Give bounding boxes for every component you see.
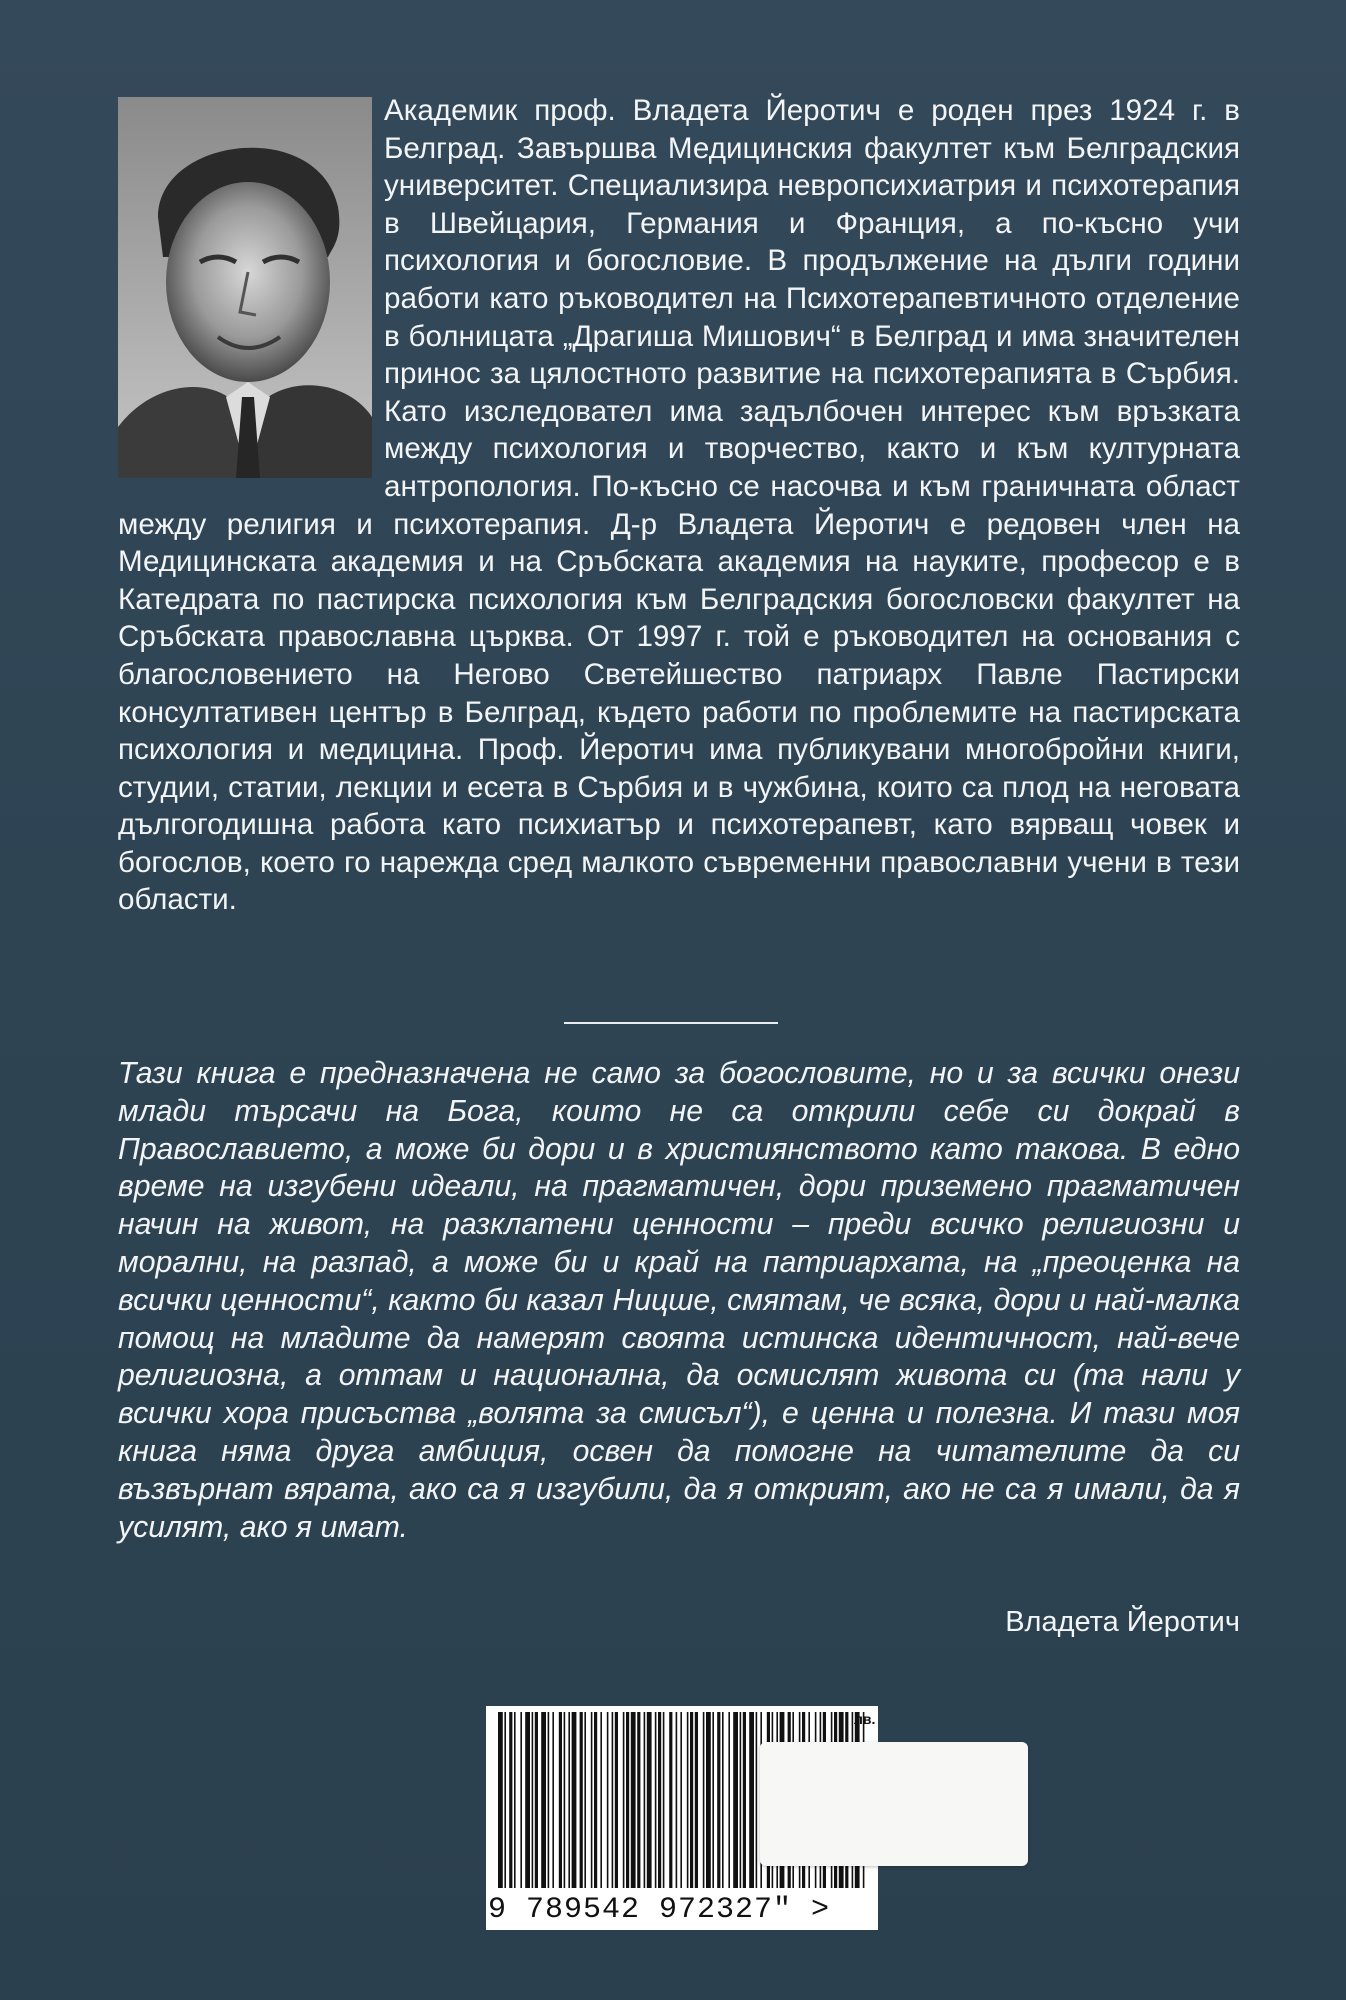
- quote-author-signature: Владета Йеротич: [1005, 1606, 1240, 1638]
- book-description-quote: Тази книга е предназначена не само за богословите, но и за всички онези млади търсачи на Бога, които не са открили себе си докрай в Православието, а може би дори и в християнството като такова. В едно време на изгубени идеали, на прагматичен, дори приземено прагматичен начин на живот, на разклатени ценности – преди всичко религиозни и морални, на разпад, а може би и край на патриархата, на „преоценка на всички ценности“, както би казал Ницше, смятам, че всяка, дори и най-малка помощ на младите да намерят своята истинска идентичност, най-вече религиозна, а оттам и национална, да осмислят живота си (та нали у всички хора присъства „волята за смисъл“), е ценна и полезна. И тази моя книга няма друга амбиция, освен да помогне на читателите да си възвърнат вярата, ако са я изгубили, да я открият, ако не са я имали, да я усилят, ако я имат.: [118, 1057, 1240, 1544]
- barcode-bar: [552, 1712, 554, 1888]
- section-divider: [564, 1022, 778, 1024]
- barcode-bar: [647, 1712, 652, 1888]
- author-biography: [118, 92, 1240, 919]
- barcode-bar: [568, 1712, 570, 1888]
- barcode-bar: [607, 1712, 609, 1888]
- barcode-bar: [743, 1712, 746, 1888]
- barcode-bar: [669, 1712, 672, 1888]
- barcode-bar: [525, 1712, 530, 1888]
- barcode-bar: [535, 1712, 538, 1888]
- barcode-bar: [564, 1712, 566, 1888]
- barcode-bar: [676, 1712, 678, 1888]
- barcode-bar: [703, 1712, 705, 1888]
- barcode-bar: [631, 1712, 636, 1888]
- barcode-bar: [504, 1712, 506, 1888]
- barcode-bar: [690, 1712, 693, 1888]
- barcode-bar: [509, 1712, 512, 1888]
- barcode-bar: [706, 1712, 711, 1888]
- barcode-bar: [559, 1712, 562, 1888]
- barcode-bar: [644, 1712, 646, 1888]
- barcode-bar: [749, 1712, 754, 1888]
- barcode-bar: [756, 1712, 758, 1888]
- portrait-space: [118, 92, 384, 487]
- biography-text: Академик проф. Владета Йеротич е роден през 1924 г. в Белград. Завършва Медицинския факултет към Белградския университет. Специализира невропсихиатрия и психотерапия в Швейцария, Германия и Франция, а по-късно учи психология и богословие. В продължение на дълги години работи като ръководител на Психотерапевтичното отделение в болницата „Драгиша Мишович“ в Белград и има значителен принос за цялостното развитие на психотерапията в Сърбия. Като изследовател има задълбочен интерес към връзката между психология и творчество, както и към културната антропология. По-късно се насочва и към граничната област между религия и психотерапия. Д-р Владета Йеротич е редовен член на Медицинската академия и на Сръбската академия на науките, професор е в Катедрата по пастирска психология към Белградския богословски факултет на Сръбската православна църква. От 1997 г. той е ръководител на основания с благословението на Негово Светейшество патриарх Павле Пастирски консултативен център в Белград, където работи по проблемите на пастирската психология и медицина. Проф. Йеротич има публикувани многобройни книги, студии, статии, лекции и есета в Сърбия и в чужбина, които са плод на неговата дългогодишна работа като психиатър и психотерапевт, като вярващ човек и богослов, което го нарежда сред малкото съвременни православни учени в тези области.: [118, 94, 1240, 917]
- barcode-bar: [712, 1712, 714, 1888]
- barcode-bar: [722, 1712, 724, 1888]
- barcode-bar: [612, 1712, 614, 1888]
- barcode-bar: [580, 1712, 583, 1888]
- barcode-bar: [600, 1712, 602, 1888]
- barcode-bar: [572, 1712, 577, 1888]
- barcode-bar: [728, 1712, 730, 1888]
- barcode-bar: [498, 1712, 503, 1888]
- barcode-bar: [637, 1712, 640, 1888]
- price-fragment: лв.: [854, 1711, 876, 1727]
- barcode-bar: [594, 1712, 597, 1888]
- barcode-bar: [548, 1712, 550, 1888]
- barcode-bar: [626, 1712, 629, 1888]
- barcode-bar: [532, 1712, 534, 1888]
- barcode-bar: [733, 1712, 738, 1888]
- barcode-bar: [658, 1712, 661, 1888]
- barcode-bar: [615, 1712, 618, 1888]
- barcode-bar: [623, 1712, 625, 1888]
- barcode-bar: [514, 1712, 516, 1888]
- isbn-number: 9 789542 972327" >: [488, 1893, 831, 1927]
- barcode-bar: [541, 1712, 546, 1888]
- barcode-bar: [663, 1712, 665, 1888]
- barcode-bar: [680, 1712, 682, 1888]
- barcode-bar: [717, 1712, 720, 1888]
- barcode-bar: [520, 1712, 522, 1888]
- barcode-bar: [655, 1712, 657, 1888]
- barcode-bar: [740, 1712, 742, 1888]
- price-sticker: [760, 1742, 1028, 1866]
- barcode-bar: [695, 1712, 698, 1888]
- barcode-bar: [584, 1712, 586, 1888]
- barcode-bar: [687, 1712, 689, 1888]
- barcode-bar: [591, 1712, 593, 1888]
